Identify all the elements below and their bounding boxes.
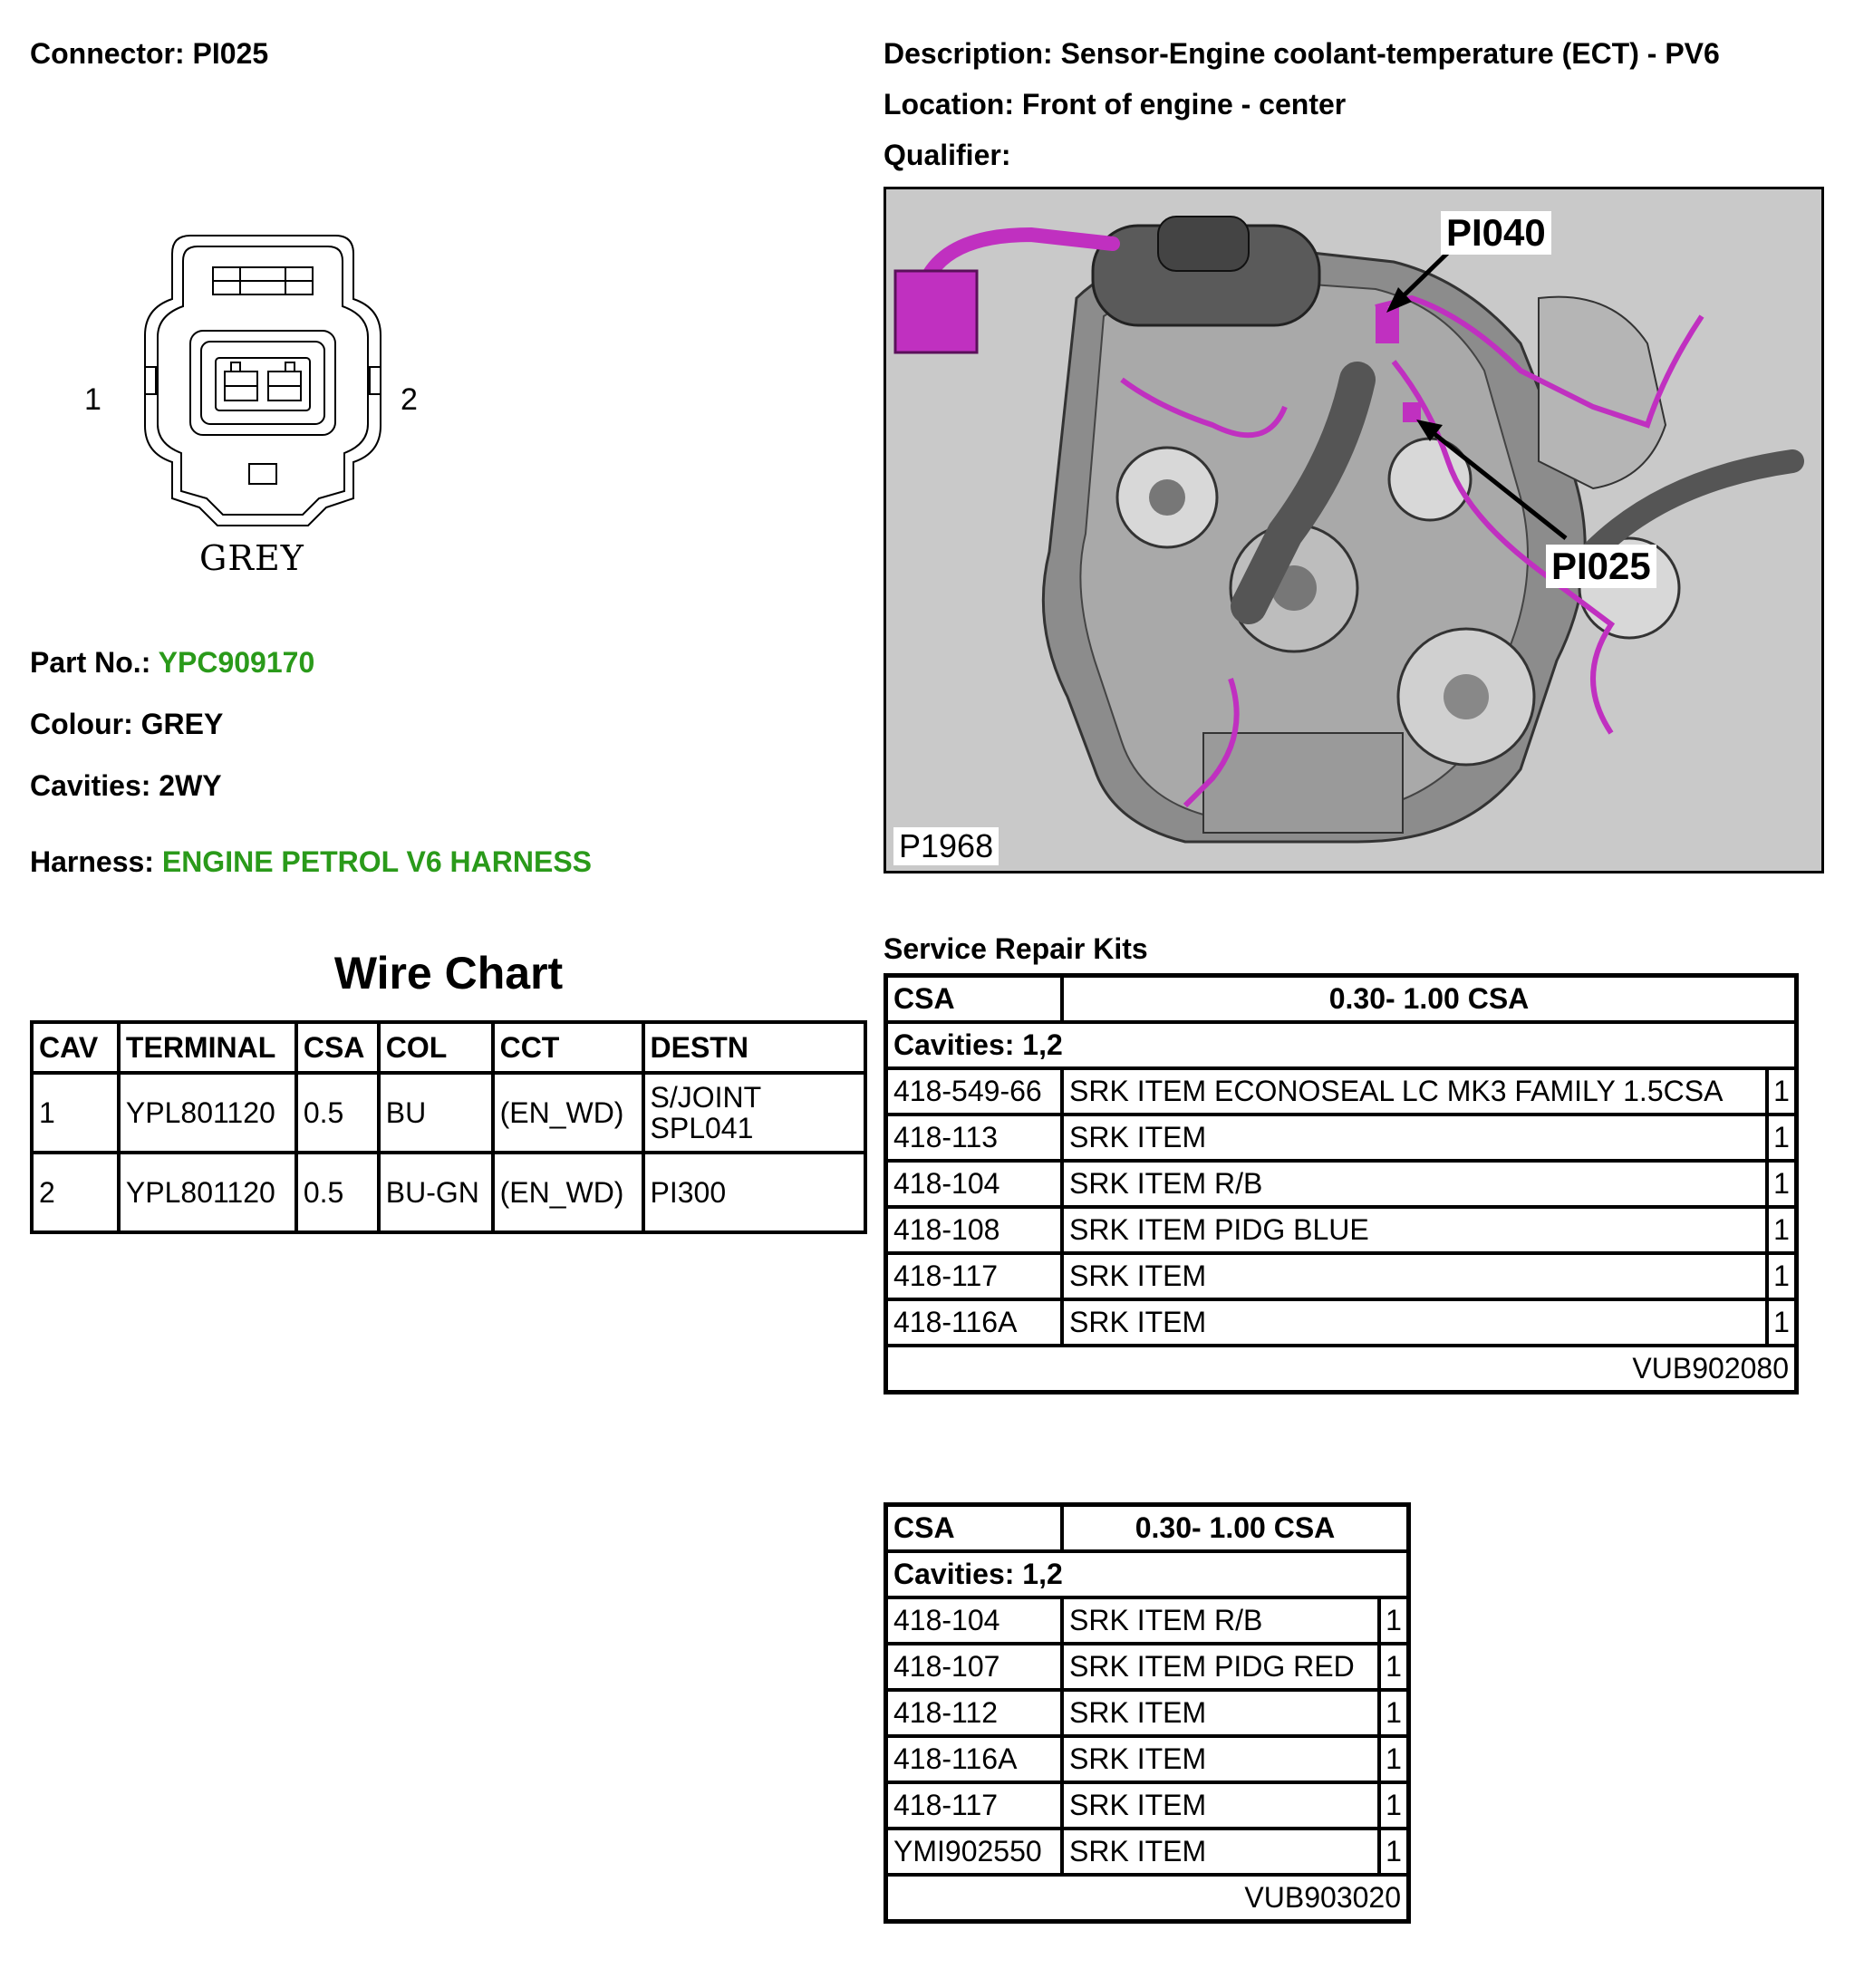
location-line: Location: Front of engine - center bbox=[884, 88, 1347, 121]
wire-chart-table bbox=[30, 1020, 867, 1234]
cell-destn: S/JOINT SPL041 bbox=[643, 1073, 866, 1153]
kit-desc: SRK ITEM bbox=[1062, 1736, 1379, 1782]
kit-part: 418-108 bbox=[886, 1207, 1063, 1253]
kit-qty: 1 bbox=[1379, 1644, 1409, 1690]
kit-qty: 1 bbox=[1767, 1068, 1797, 1115]
connector-id: PI025 bbox=[192, 37, 269, 70]
kit-desc: SRK ITEM R/B bbox=[1062, 1161, 1767, 1207]
kit-header-row bbox=[886, 1505, 1409, 1552]
cell-terminal: YPL801120 bbox=[119, 1153, 296, 1232]
connector-face-diagram bbox=[82, 227, 444, 589]
table-row bbox=[886, 1115, 1797, 1161]
header-destn: DESTN bbox=[643, 1022, 866, 1073]
cell-col: BU-GN bbox=[379, 1153, 493, 1232]
cavities-line: Cavities: 2WY bbox=[30, 769, 222, 802]
kit-qty: 1 bbox=[1767, 1253, 1797, 1299]
kit-number-row bbox=[886, 1346, 1797, 1393]
kit-part: 418-104 bbox=[886, 1161, 1063, 1207]
engine-illustration bbox=[886, 189, 1821, 871]
header-cct: CCT bbox=[493, 1022, 643, 1073]
harness-line: Harness: ENGINE PETROL V6 HARNESS bbox=[30, 845, 593, 878]
table-row bbox=[886, 1597, 1409, 1644]
pin-label-2: 2 bbox=[401, 382, 418, 417]
kit-desc: SRK ITEM bbox=[1062, 1253, 1767, 1299]
kit-qty: 1 bbox=[1767, 1161, 1797, 1207]
harness-link[interactable]: ENGINE PETROL V6 HARNESS bbox=[161, 845, 593, 878]
cell-col: BU bbox=[379, 1073, 493, 1153]
part-no-link[interactable]: YPC909170 bbox=[158, 646, 315, 679]
table-row bbox=[886, 1829, 1409, 1875]
kit-desc: SRK ITEM bbox=[1062, 1782, 1379, 1829]
kit-csa-range: 0.30- 1.00 CSA bbox=[1062, 976, 1797, 1023]
kit-part: 418-107 bbox=[886, 1644, 1063, 1690]
kit-csa-label: CSA bbox=[886, 976, 1063, 1023]
table-row bbox=[886, 1207, 1797, 1253]
pin-label-1: 1 bbox=[84, 382, 101, 417]
table-row bbox=[32, 1153, 865, 1232]
kit-part: 418-549-66 bbox=[886, 1068, 1063, 1115]
kit-desc: SRK ITEM bbox=[1062, 1829, 1379, 1875]
wire-chart-header-row bbox=[32, 1022, 865, 1073]
cell-terminal: YPL801120 bbox=[119, 1073, 296, 1153]
table-row bbox=[886, 1782, 1409, 1829]
kit-cavities: Cavities: 1,2 bbox=[886, 1022, 1797, 1068]
kit-csa-range: 0.30- 1.00 CSA bbox=[1062, 1505, 1409, 1552]
kit-csa-label: CSA bbox=[886, 1505, 1063, 1552]
kit-part: 418-112 bbox=[886, 1690, 1063, 1736]
colour-line: Colour: GREY bbox=[30, 708, 224, 740]
kit-desc: SRK ITEM R/B bbox=[1062, 1597, 1379, 1644]
header-cav: CAV bbox=[32, 1022, 119, 1073]
kit-header-row bbox=[886, 976, 1797, 1023]
repair-kit-table-2 bbox=[884, 1502, 1411, 1924]
cell-csa: 0.5 bbox=[296, 1073, 379, 1153]
kit-qty: 1 bbox=[1379, 1829, 1409, 1875]
kit-qty: 1 bbox=[1767, 1299, 1797, 1346]
connector-colour-caption: GREY bbox=[199, 538, 304, 578]
table-row bbox=[886, 1299, 1797, 1346]
kit-part: 418-113 bbox=[886, 1115, 1063, 1161]
kit-desc: SRK ITEM bbox=[1062, 1115, 1767, 1161]
kit-cavities-row bbox=[886, 1551, 1409, 1597]
engine-location-image bbox=[884, 187, 1824, 873]
qualifier-line: Qualifier: bbox=[884, 139, 1011, 171]
kit-part: 418-117 bbox=[886, 1782, 1063, 1829]
kit-part: YMI902550 bbox=[886, 1829, 1063, 1875]
kit-qty: 1 bbox=[1379, 1597, 1409, 1644]
figure-id: P1968 bbox=[893, 827, 999, 865]
table-row bbox=[886, 1253, 1797, 1299]
cell-cct: (EN_WD) bbox=[493, 1073, 643, 1153]
kit-qty: 1 bbox=[1379, 1690, 1409, 1736]
kit-qty: 1 bbox=[1379, 1782, 1409, 1829]
header-col: COL bbox=[379, 1022, 493, 1073]
header-csa: CSA bbox=[296, 1022, 379, 1073]
wire-chart-title: Wire Chart bbox=[333, 948, 564, 999]
kit-part: 418-116A bbox=[886, 1736, 1063, 1782]
kit-part: 418-117 bbox=[886, 1253, 1063, 1299]
kit-part: 418-104 bbox=[886, 1597, 1063, 1644]
cell-cct: (EN_WD) bbox=[493, 1153, 643, 1232]
kit-desc: SRK ITEM bbox=[1062, 1299, 1767, 1346]
table-row bbox=[886, 1161, 1797, 1207]
table-row bbox=[32, 1073, 865, 1153]
cell-cav: 2 bbox=[32, 1153, 119, 1232]
kit-desc: SRK ITEM bbox=[1062, 1690, 1379, 1736]
header-terminal: TERMINAL bbox=[119, 1022, 296, 1073]
part-no-line: Part No.: YPC909170 bbox=[30, 646, 315, 679]
cell-cav: 1 bbox=[32, 1073, 119, 1153]
service-repair-kits-title: Service Repair Kits bbox=[884, 932, 1148, 965]
connector-line: Connector: PI025 bbox=[30, 37, 269, 70]
kit-qty: 1 bbox=[1767, 1115, 1797, 1161]
kit-number: VUB902080 bbox=[886, 1346, 1797, 1393]
table-row bbox=[886, 1068, 1797, 1115]
kit-desc: SRK ITEM PIDG BLUE bbox=[1062, 1207, 1767, 1253]
description-line: Description: Sensor-Engine coolant-temperature (ECT) - PV6 bbox=[884, 37, 1720, 70]
kit-qty: 1 bbox=[1379, 1736, 1409, 1782]
table-row bbox=[886, 1644, 1409, 1690]
kit-part: 418-116A bbox=[886, 1299, 1063, 1346]
kit-cavities: Cavities: 1,2 bbox=[886, 1551, 1409, 1597]
table-row bbox=[886, 1736, 1409, 1782]
table-row bbox=[886, 1690, 1409, 1736]
connector-face-icon bbox=[82, 227, 444, 589]
kit-number: VUB903020 bbox=[886, 1875, 1409, 1922]
kit-qty: 1 bbox=[1767, 1207, 1797, 1253]
cell-csa: 0.5 bbox=[296, 1153, 379, 1232]
kit-cavities-row bbox=[886, 1022, 1797, 1068]
kit-desc: SRK ITEM PIDG RED bbox=[1062, 1644, 1379, 1690]
repair-kit-table-1 bbox=[884, 973, 1799, 1394]
cell-destn: PI300 bbox=[643, 1153, 866, 1232]
callout-pi025: PI025 bbox=[1546, 545, 1656, 588]
callout-pi040: PI040 bbox=[1441, 211, 1551, 255]
kit-number-row bbox=[886, 1875, 1409, 1922]
kit-desc: SRK ITEM ECONOSEAL LC MK3 FAMILY 1.5CSA bbox=[1062, 1068, 1767, 1115]
